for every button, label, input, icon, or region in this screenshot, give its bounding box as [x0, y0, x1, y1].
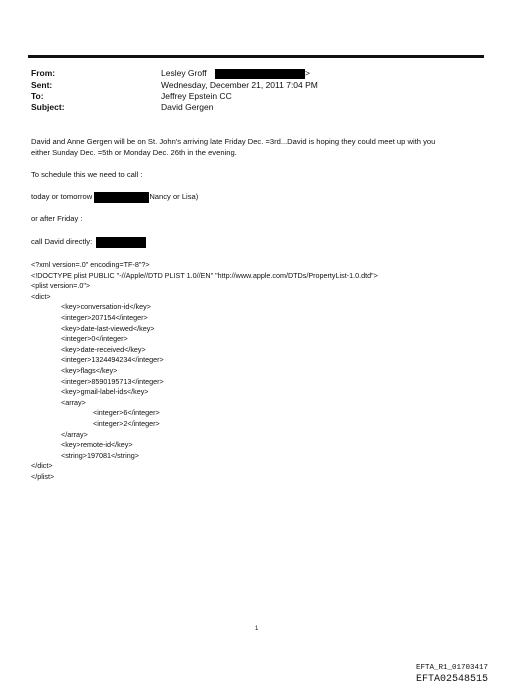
code-line: <integer>2</integer>	[93, 419, 160, 428]
redaction-box	[215, 69, 305, 79]
redaction-box	[94, 192, 149, 203]
code-line: <key>date-received</key>	[61, 344, 146, 354]
to-value: Jeffrey Epstein CC	[161, 91, 232, 101]
call-david-text: call David directly:	[31, 237, 93, 246]
code-line: <integer>0</integer>	[61, 334, 128, 344]
redaction-box	[96, 237, 146, 248]
code-line: <integer>8590195713</integer>	[61, 376, 164, 386]
header-rule	[28, 55, 484, 58]
code-line: <key>conversation-id</key>	[61, 302, 151, 312]
from-value	[161, 68, 310, 79]
today-suffix: Nancy or Lisa)	[149, 192, 199, 201]
schedule-line: To schedule this we need to call :	[31, 170, 143, 179]
code-line: <key>date-last-viewed</key>	[61, 323, 155, 333]
bates-number-small: EFTA_R1_01703417	[415, 664, 488, 672]
code-line: </plist>	[31, 472, 55, 481]
code-line: <?xml version=.0" encoding=TF-8"?>	[31, 260, 150, 269]
code-line: <key>gmail-label-ids</key>	[61, 387, 149, 397]
to-label: To:	[31, 91, 44, 101]
code-line: <integer>207154</integer>	[61, 313, 148, 322]
code-line: <string>197081</string>	[61, 450, 139, 460]
subject-value: David Gergen	[161, 102, 214, 112]
today-line	[31, 191, 198, 203]
code-line: <plist version=.0">	[31, 281, 91, 291]
code-line: <integer>6</integer>	[93, 408, 160, 418]
code-line: <key>remote-id</key>	[61, 440, 133, 450]
code-line: <key>flags</key>	[61, 366, 118, 375]
code-line: <dict>	[31, 291, 51, 301]
code-line: </dict>	[31, 461, 53, 471]
code-line: </array>	[61, 429, 88, 439]
from-name: Lesley Groff	[161, 68, 207, 78]
subject-label: Subject:	[31, 102, 65, 112]
code-line: <!DOCTYPE plist PUBLIC "-//Apple//DTD PLIST 1.0//EN" "http://www.apple.com/DTDs/PropertyList-1.0.dtd">	[31, 270, 378, 280]
para1-line1: David and Anne Gergen will be on St. John's arriving late Friday Dec. =3rd...David is hoping they could meet up with you	[31, 137, 436, 146]
sent-value: Wednesday, December 21, 2011 7:04 PM	[161, 80, 318, 90]
from-suffix: >	[305, 68, 311, 78]
code-line: <integer>1324494234</integer>	[61, 355, 164, 365]
para1-line2: either Sunday Dec. =5th or Monday Dec. 26th in the evening.	[31, 148, 237, 157]
call-david-line	[31, 236, 146, 248]
page-number: 1	[255, 626, 259, 632]
after-friday-line: or after Friday :	[31, 214, 83, 223]
today-prefix: today or tomorrow	[31, 192, 93, 201]
bates-number-large: EFTA02548515	[415, 674, 488, 685]
from-label: From:	[31, 68, 56, 78]
sent-label: Sent:	[31, 80, 53, 90]
code-line: <array>	[61, 397, 86, 407]
